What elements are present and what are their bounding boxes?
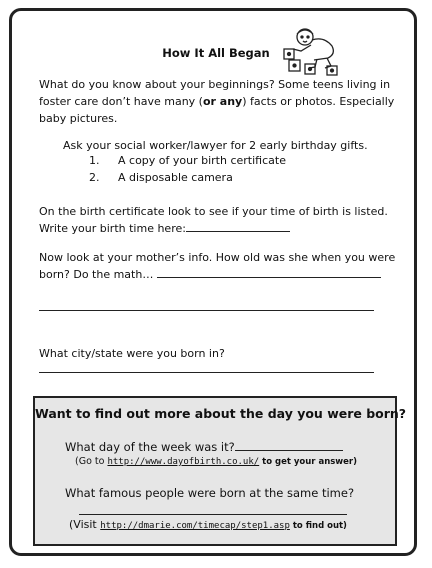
birth-time-blank[interactable]: [186, 221, 290, 232]
mother-line: born? Do the math…: [39, 266, 399, 283]
city-answer-line[interactable]: [39, 372, 374, 373]
city-question: What city/state were you born in?: [39, 347, 225, 360]
mother-age-blank[interactable]: [157, 267, 381, 278]
timecap-link[interactable]: http://dmarie.com/timecap/step1.asp: [100, 521, 290, 531]
gift-number: 1.: [89, 154, 100, 167]
intro-paragraph: [39, 76, 399, 127]
intro-line: foster care don’t have many (or any) facts or photos. Especially: [39, 95, 395, 108]
weekday-question: What day of the week was it?: [65, 438, 343, 454]
certificate-paragraph: [39, 203, 399, 237]
mother-paragraph: [39, 249, 399, 283]
weekday-hint: (Go to http://www.dayofbirth.co.uk/ to get your answer): [75, 456, 358, 467]
famous-people-question: What famous people were born at the same time?: [65, 486, 355, 500]
more-info-box: [33, 396, 407, 546]
certificate-line: Write your birth time here:: [39, 220, 399, 237]
intro-line: What do you know about your beginnings? Some teens living in: [39, 78, 391, 91]
weekday-blank[interactable]: [235, 438, 343, 451]
gifts-prompt: Ask your social worker/lawyer for 2 early birthday gifts.: [63, 139, 368, 152]
famous-people-answer-line[interactable]: [79, 514, 347, 515]
famous-people-hint: (Visit http://dmarie.com/timecap/step1.asp to find out): [69, 518, 347, 531]
gift-item: A copy of your birth certificate: [118, 154, 286, 167]
page-title: How It All Began: [162, 46, 270, 60]
intro-line: baby pictures.: [39, 112, 118, 125]
math-answer-line[interactable]: [39, 310, 374, 311]
mother-line: Now look at your mother’s info. How old was she when you were: [39, 251, 396, 264]
gift-number: 2.: [89, 171, 100, 184]
certificate-line: On the birth certificate look to see if your time of birth is listed.: [39, 205, 388, 218]
more-info-heading: Want to find out more about the day you were born?: [35, 406, 407, 421]
gift-item: A disposable camera: [118, 171, 233, 184]
dayofbirth-link[interactable]: http://www.dayofbirth.co.uk/: [107, 457, 260, 467]
